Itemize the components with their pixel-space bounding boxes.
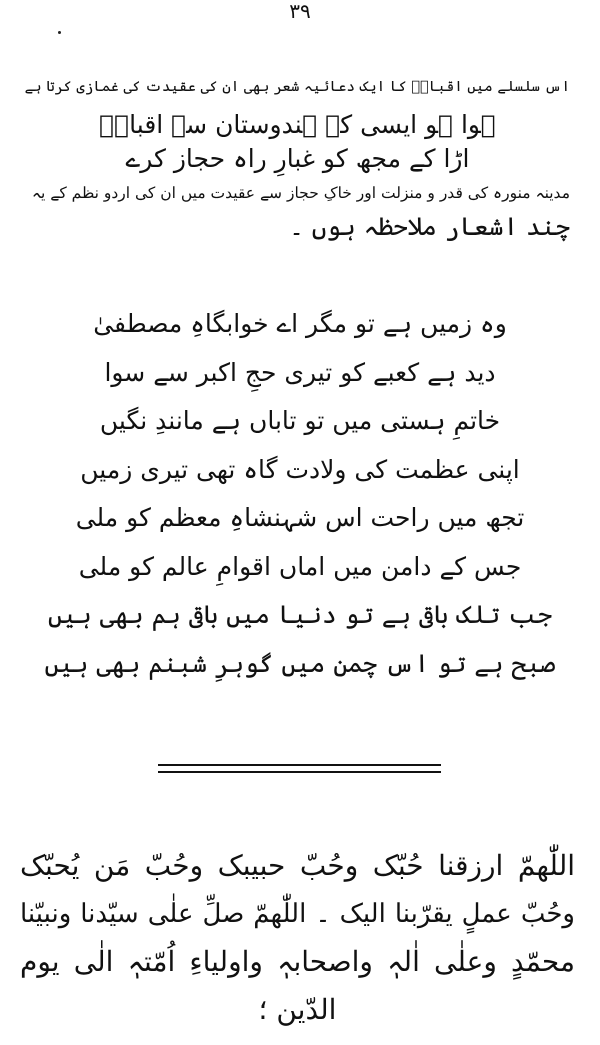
prayer-line: وحُبّ عملٍ یقرّبنا الیک ۔ اللّٰھمّ صلِّ علٰی سیّدنا ونبیّنا bbox=[20, 899, 575, 929]
couplet-line: ہوا ہو ایسی کہ ہندوستان سے اقبالؔ bbox=[99, 110, 496, 139]
prayer-line: اللّٰھمّ ارزقنا حُبّک وحُبّ حبیبک وحُبّ مَن یُحبّک bbox=[20, 849, 575, 882]
intro-line: چند اشعار ملاحظہ ہوں ۔ bbox=[289, 212, 570, 241]
poem-line: صبح ہے تو اس چمن میں گوہرِ شبنم بھی ہیں bbox=[44, 648, 556, 678]
poem-line: وہ زمیں ہے تو مگر اے خوابگاہِ مصطفیٰ bbox=[93, 309, 507, 338]
intro-line: اس سلسلے میں اقبالؔ کا ایک دعائیہ شعر بھی ان کی عقیدت کی غمازی کرتا ہے bbox=[24, 79, 570, 95]
ink-speck bbox=[58, 31, 61, 34]
arabic-prayer bbox=[20, 842, 575, 1034]
intro-line: مدینہ منورہ کی قدر و منزلت اور خاکِ حجاز سے عقیدت میں ان کی اردو نظم کے یہ bbox=[31, 184, 570, 202]
couplet-line: اڑا کے مجھ کو غبارِ راہ حجاز کرے bbox=[125, 144, 470, 173]
double-rule-divider bbox=[158, 764, 441, 773]
poem-line: اپنی عظمت کی ولادت گاہ تھی تیری زمیں bbox=[80, 454, 520, 484]
poem-line: دید ہے کعبے کو تیری حجِ اکبر سے سوا bbox=[104, 357, 496, 387]
poem-line: خاتمِ ہستی میں تو تاباں ہے مانندِ نگیں bbox=[99, 406, 501, 435]
page-number: ۳۹ bbox=[289, 0, 311, 23]
poem bbox=[0, 300, 600, 688]
prayer-line: محمّدٍ وعلٰی اٰلہٖ واصحابہٖ واولیاءِ اُمّتہٖ الٰی یوم bbox=[20, 945, 575, 978]
poem-line: تجھ میں راحت اس شہنشاہِ معظم کو ملی bbox=[75, 503, 525, 532]
prayer-line: الدّین ؛ bbox=[258, 993, 337, 1026]
intro-passage bbox=[25, 66, 570, 244]
poem-line: جس کے دامن میں اماں اقوامِ عالم کو ملی bbox=[78, 551, 522, 581]
poem-line: جب تلک باقی ہے تو دنیا میں باقی ہم بھی ہیں bbox=[47, 600, 553, 629]
